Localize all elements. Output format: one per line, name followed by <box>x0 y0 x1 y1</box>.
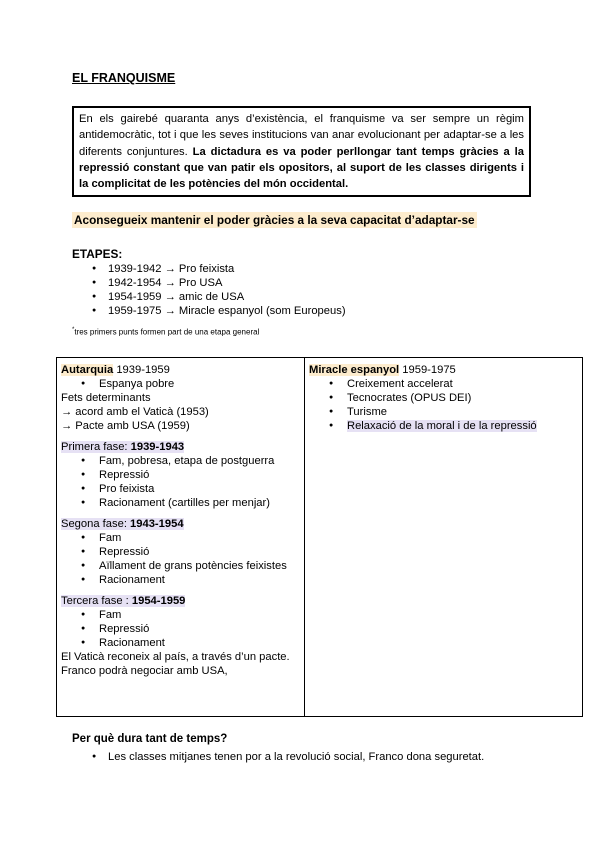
intro-text: En els gairebé quaranta anys d’existència, el franquisme va ser sempre un règim antidemocràtic, tot i que les seves institucions van anar evolucionant per adaptar-se a les diferents conjuntures. <box>79 113 524 158</box>
footnote <box>72 327 259 337</box>
list-item: ● Racionament (cartilles per menjar) <box>79 496 300 510</box>
miracle-column <box>305 358 582 716</box>
phase2-years: 1943-1954 <box>130 518 184 530</box>
list-item: ● Tecnocrates (OPUS DEI) <box>327 391 578 405</box>
periods-table <box>56 357 583 717</box>
list-item: ● Fam, pobresa, etapa de postguerra <box>79 454 300 468</box>
list-item: ● Creixement accelerat <box>327 377 578 391</box>
question-title: Per què dura tant de temps? <box>72 733 228 745</box>
footnote-text: tres primers punts formen part de una etapa general <box>74 327 260 337</box>
list-item: ● Repressió <box>79 622 300 636</box>
footnote-mark: * <box>72 327 75 333</box>
list-item: ● Racionament <box>79 636 300 650</box>
autarquia-heading-label: Autarquia <box>61 364 114 376</box>
etapes-label: ETAPES: <box>72 247 123 261</box>
subheading: Aconsegueix mantenir el poder gràcies a la seva capacitat d’adaptar-se <box>74 213 475 227</box>
phase2-list <box>79 531 300 587</box>
phase3-years: 1954-1959 <box>131 595 186 607</box>
phase1-heading <box>61 440 300 454</box>
list-item: ● Pro feixista <box>79 482 300 496</box>
list-item: ● Les classes mitjanes tenen por a la revolució social, Franco dona seguretat. <box>90 750 484 764</box>
fact-item: → Pacte amb USA (1959) <box>61 420 190 432</box>
list-item: ● Repressió <box>79 545 300 559</box>
list-item: ● Repressió <box>79 468 300 482</box>
autarquia-bullets <box>79 377 300 391</box>
highlighted-item-text: Relaxació de la moral i de la repressió <box>347 420 537 432</box>
intro-bold-text: La dictadura es va poder perllongar tant temps gràcies a la repressió constant que van patir els opositors, al suport de les classes dirigents i la complicitat de les potències del món occidental. <box>79 145 524 191</box>
miracle-heading-label: Miracle espanyol <box>309 364 400 376</box>
autarquia-heading-years: 1939-1959 <box>113 364 170 376</box>
list-item: ● Espanya pobre <box>79 377 300 391</box>
phase2-heading <box>61 517 300 531</box>
miracle-heading-years: 1959-1975 <box>399 364 456 376</box>
list-item <box>327 419 578 433</box>
fact-item: → acord amb el Vaticà (1953) <box>61 406 209 418</box>
list-item: ● 1959-1975 → Miracle espanyol (som Europeus) <box>90 304 346 318</box>
list-item: ● Aïllament de grans potències feixistes <box>79 559 300 573</box>
phase3-label: Tercera fase : <box>61 595 132 607</box>
autarquia-column <box>57 358 305 716</box>
phase3-list <box>79 608 300 650</box>
phase1-list <box>79 454 300 510</box>
phase1-years: 1939-1943 <box>130 441 185 453</box>
phase2-label: Segona fase: <box>61 518 131 530</box>
list-item: ● 1942-1954 → Pro USA <box>90 276 346 290</box>
question-list <box>90 750 484 764</box>
intro-box <box>72 106 531 197</box>
list-item: ● 1954-1959 → amic de USA <box>90 290 346 304</box>
phase1-label: Primera fase: <box>61 441 131 453</box>
etapes-list <box>90 262 346 318</box>
phase3-heading <box>61 594 300 608</box>
autarquia-heading <box>61 363 300 377</box>
list-item: ● Racionament <box>79 573 300 587</box>
miracle-heading <box>309 363 578 377</box>
list-item: ● 1939-1942 → Pro feixista <box>90 262 346 276</box>
list-item: ● Fam <box>79 531 300 545</box>
list-item: ● Fam <box>79 608 300 622</box>
facts-label: Fets determinants <box>61 392 151 404</box>
page-title: EL FRANQUISME <box>72 71 176 85</box>
miracle-list <box>327 377 578 433</box>
closing-text: El Vaticà reconeix al país, a través d’un pacte. Franco podrà negociar amb USA, <box>61 651 290 677</box>
list-item: ● Turisme <box>327 405 578 419</box>
